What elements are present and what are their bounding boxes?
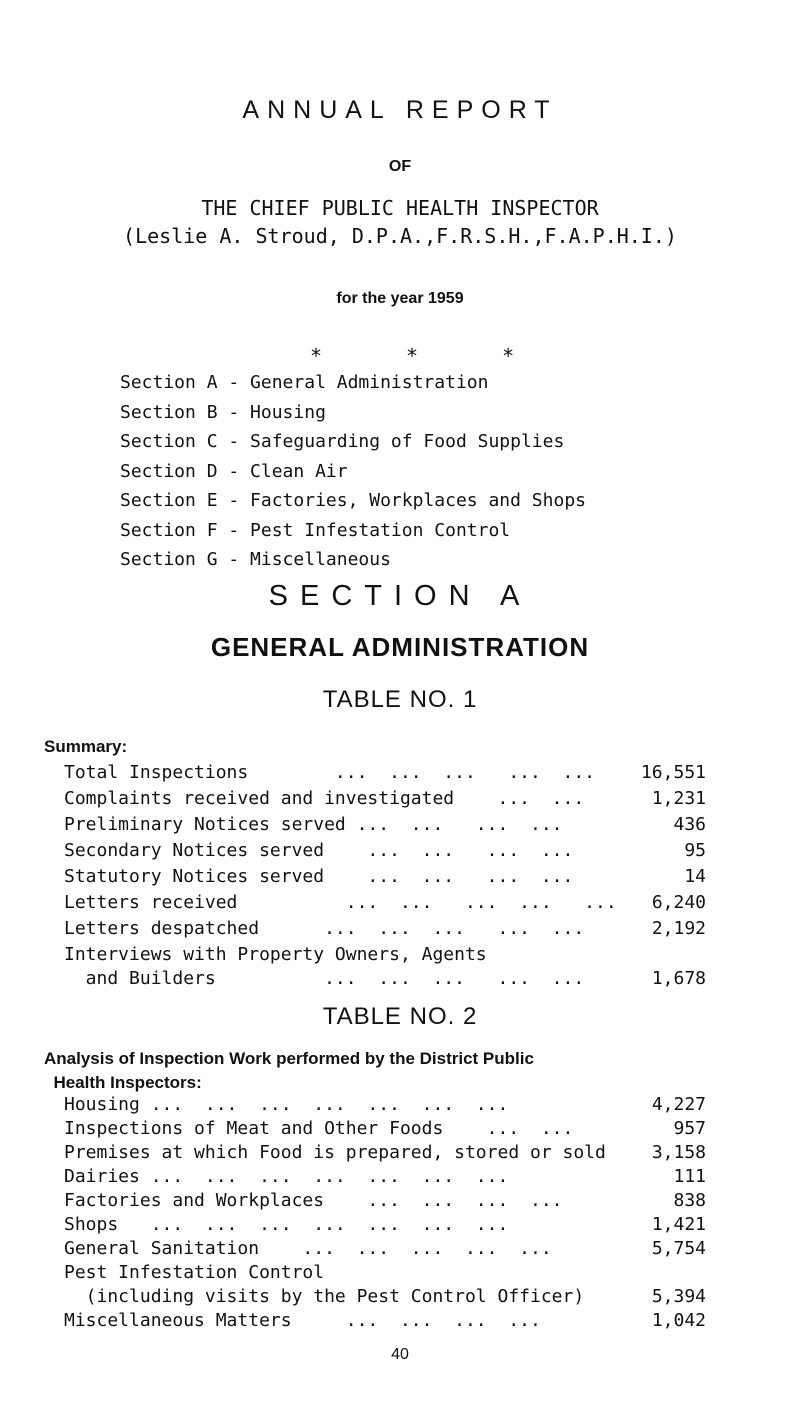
section-index-item: Section G - Miscellaneous (120, 549, 391, 570)
analysis-row-label: Inspections of Meat and Other Foods ... ... (64, 1118, 574, 1139)
analysis-row-value: 5,754 (651, 1238, 706, 1259)
analysis-row-label: Factories and Workplaces ... ... ... ... (64, 1190, 563, 1211)
analysis-label: Analysis of Inspection Work performed by the District Public Health Inspectors: (44, 1049, 534, 1092)
analysis-row-value: 1,421 (651, 1214, 706, 1235)
section-index-item: Section C - Safeguarding of Food Supplies (120, 431, 565, 452)
summary-row-label: Letters received ... ... ... ... ... (64, 892, 617, 913)
section-index-item: Section B - Housing (120, 401, 326, 423)
star-1: * (309, 344, 323, 368)
report-subtitle: THE CHIEF PUBLIC HEALTH INSPECTOR (201, 196, 599, 220)
section-index (120, 372, 586, 579)
analysis-row-label: Miscellaneous Matters ... ... ... ... (64, 1310, 541, 1331)
section-index-item: Section E - Factories, Workplaces and Shops (120, 490, 586, 511)
section-index-item: Section A - General Administration (120, 372, 489, 393)
table-1-label: TABLE NO. 1 (322, 686, 478, 713)
analysis-row-label: Dairies ... ... ... ... ... ... ... (64, 1166, 509, 1187)
summary-row-label: Total Inspections ... ... ... ... ... (64, 762, 596, 783)
analysis-row-label: Housing ... ... ... ... ... ... ... (64, 1094, 509, 1115)
summary-row-label: Interviews with Property Owners, Agents (64, 944, 487, 965)
analysis-row-value: 111 (673, 1166, 706, 1187)
summary-row-value: 16,551 (640, 762, 706, 783)
summary-row-value: 2,192 (651, 918, 706, 939)
report-year: for the year 1959 (336, 290, 464, 307)
section-title: GENERAL ADMINISTRATION (210, 632, 590, 662)
analysis-row-label: Pest Infestation Control (64, 1262, 325, 1283)
summary-row-label: Letters despatched ... ... ... ... ... (64, 918, 585, 939)
analysis-row-label: Shops ... ... ... ... ... ... ... (64, 1214, 509, 1235)
star-2: * (406, 344, 419, 368)
analysis-row-value: 4,227 (651, 1094, 706, 1115)
analysis-row-value: 838 (673, 1190, 706, 1211)
analysis-row-label: Premises at which Food is prepared, stored or sold (64, 1142, 606, 1163)
star-divider (0, 320, 800, 368)
page-number: 40 (391, 1346, 409, 1363)
summary-row-label: Secondary Notices served ... ... ... ... (64, 840, 574, 861)
analysis-table (64, 1094, 706, 1334)
summary-row-value: 436 (673, 814, 706, 835)
report-of: OF (388, 158, 412, 175)
analysis-row-value: 5,394 (651, 1286, 706, 1307)
summary-row-label: Preliminary Notices served ... ... ... ... (64, 814, 563, 835)
analysis-row-label: (including visits by the Pest Control Officer) (64, 1286, 585, 1307)
summary-table (64, 762, 706, 992)
analysis-row-value: 957 (673, 1118, 706, 1139)
summary-row-value: 6,240 (651, 892, 706, 913)
analysis-row-label: General Sanitation ... ... ... ... ... (64, 1238, 552, 1259)
section-index-item: Section F - Pest Infestation Control (120, 519, 511, 541)
summary-label: Summary: (44, 737, 128, 756)
summary-row-label: Statutory Notices served ... ... ... ... (64, 866, 574, 887)
summary-row-value: 1,231 (651, 788, 706, 809)
summary-row-value: 14 (684, 866, 706, 887)
section-index-item: Section D - Clean Air (120, 460, 348, 482)
analysis-row-value: 3,158 (651, 1142, 706, 1163)
table-2-label: TABLE NO. 2 (322, 1003, 478, 1030)
inspector-qualifications: (Leslie A. Stroud, D.P.A.,F.R.S.H.,F.A.P.H.I.) (123, 224, 677, 248)
report-title: ANNUAL REPORT (242, 96, 558, 124)
summary-row-value: 95 (684, 840, 706, 861)
analysis-row-value: 1,042 (651, 1310, 706, 1331)
star-3: * (502, 344, 515, 368)
summary-row-value: 1,678 (651, 968, 706, 989)
summary-row-label: Complaints received and investigated ... ... (64, 788, 585, 809)
summary-row-label: and Builders ... ... ... ... ... (64, 968, 585, 989)
section-heading: SECTION A (268, 580, 532, 612)
